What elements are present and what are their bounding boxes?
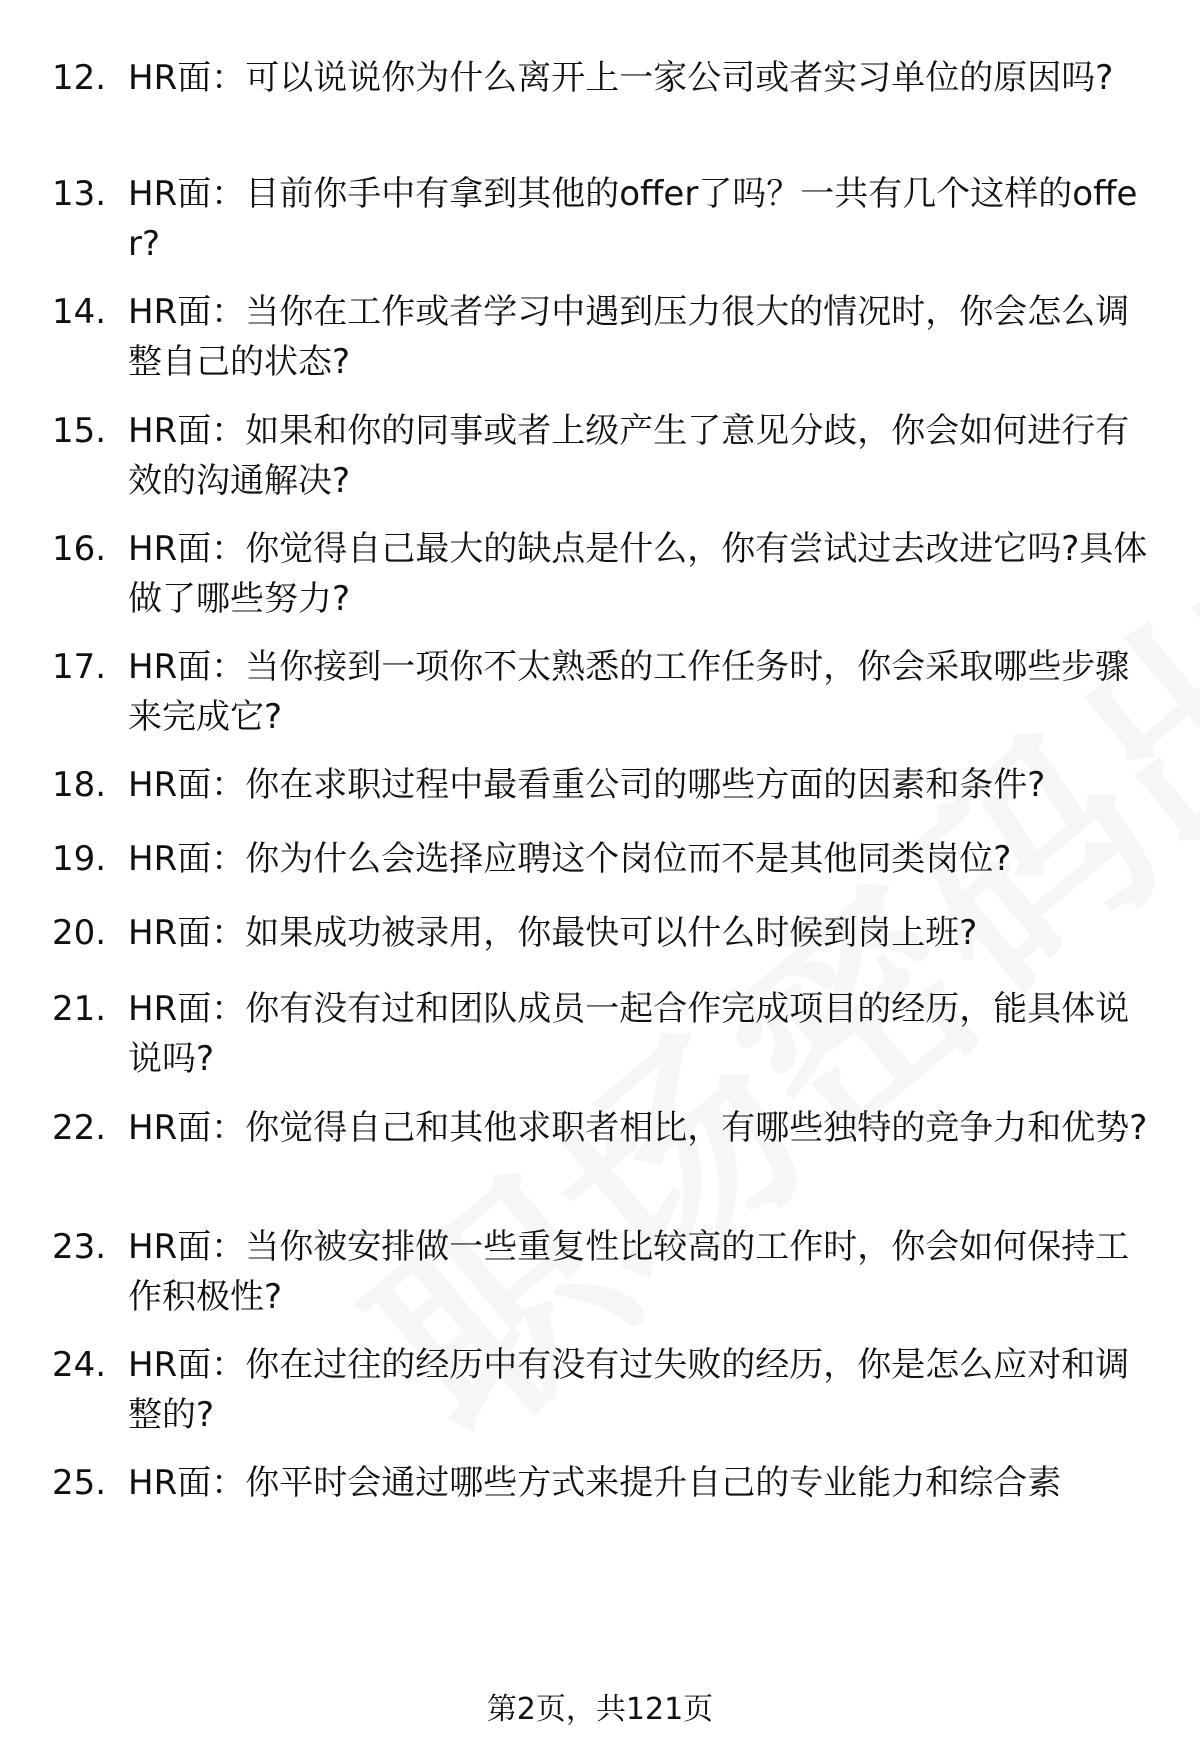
question-text: HR面：可以说说你为什么离开上一家公司或者实习单位的原因吗? xyxy=(128,58,1114,98)
question-number: 14. xyxy=(52,292,107,332)
question-text: HR面：目前你手中有拿到其他的offer了吗？一共有几个这样的offer? xyxy=(128,174,1138,264)
question-number: 18. xyxy=(52,765,107,805)
question-number: 21. xyxy=(52,989,107,1029)
question-number: 22. xyxy=(52,1108,107,1148)
question-number: 19. xyxy=(52,839,107,879)
question-text: HR面：当你在工作或者学习中遇到压力很大的情况时，你会怎么调整自己的状态? xyxy=(128,292,1130,382)
question-text: HR面：如果和你的同事或者上级产生了意见分歧，你会如何进行有效的沟通解决? xyxy=(128,411,1130,501)
question-text: HR面：如果成功被录用，你最快可以什么时候到岗上班? xyxy=(128,913,978,953)
question-number: 23. xyxy=(52,1227,107,1267)
question-text: HR面：你平时会通过哪些方式来提升自己的专业能力和综合素 xyxy=(128,1463,1062,1503)
question-number: 24. xyxy=(52,1345,107,1385)
question-number: 20. xyxy=(52,913,107,953)
question-number: 16. xyxy=(52,529,107,569)
page-footer: 第2页，共121页 xyxy=(486,1692,714,1727)
question-number: 15. xyxy=(52,411,107,451)
question-text: HR面：你有没有过和团队成员一起合作完成项目的经历，能具体说说吗? xyxy=(128,989,1130,1079)
question-text: HR面：你觉得自己和其他求职者相比，有哪些独特的竞争力和优势? xyxy=(128,1108,1148,1148)
question-text: HR面：你在过往的经历中有没有过失败的经历，你是怎么应对和调整的? xyxy=(128,1345,1130,1435)
question-text: HR面：当你被安排做一些重复性比较高的工作时，你会如何保持工作积极性? xyxy=(128,1227,1130,1317)
question-text: HR面：你觉得自己最大的缺点是什么，你有尝试过去改进它吗?具体做了哪些努力? xyxy=(128,529,1148,619)
question-text: HR面：你在求职过程中最看重公司的哪些方面的因素和条件? xyxy=(128,765,1046,805)
question-number: 12. xyxy=(52,58,107,98)
question-text: HR面：你为什么会选择应聘这个岗位而不是其他同类岗位? xyxy=(128,839,1012,879)
question-text: HR面：当你接到一项你不太熟悉的工作任务时，你会采取哪些步骤来完成它? xyxy=(128,647,1130,737)
question-number: 17. xyxy=(52,647,107,687)
question-number: 25. xyxy=(52,1463,107,1503)
question-number: 13. xyxy=(52,174,107,214)
